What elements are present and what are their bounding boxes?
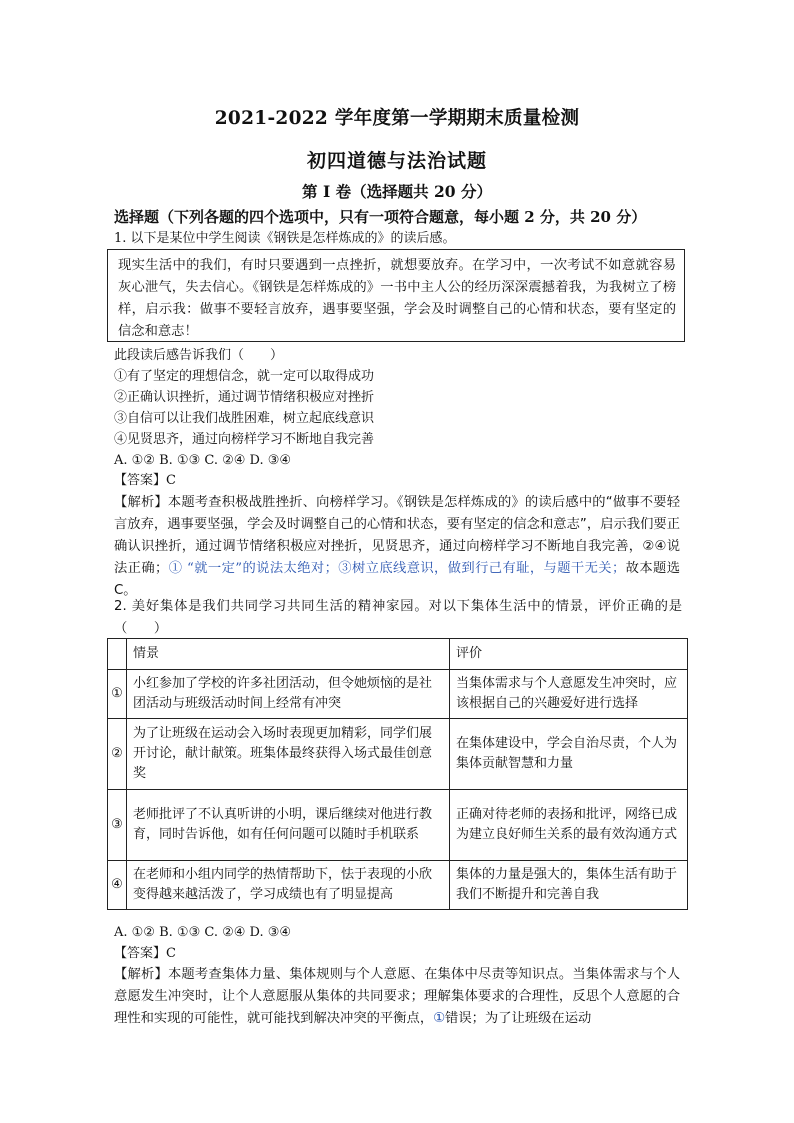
q2-choices: A. ①② B. ①③ C. ②④ D. ③④ (114, 925, 292, 940)
q2-analysis-tag: 【解析】 (114, 967, 168, 982)
q1-choices: A. ①② B. ①③ C. ②④ D. ③④ (114, 453, 292, 468)
q1-answer (114, 471, 176, 491)
row-number: ③ (108, 790, 127, 861)
row-number: ① (108, 670, 127, 719)
row-evaluation: 集体的力量是强大的，集体生活有助于我们不断提升和完善自我 (450, 861, 688, 910)
row-number: ④ (108, 861, 127, 910)
row-evaluation: 当集体需求与个人意愿发生冲突时，应该根据自己的兴趣爱好进行选择 (450, 670, 688, 719)
table-header-num (108, 639, 127, 670)
row-situation: 为了让班级在运动会入场时表现更加精彩，同学们展开讨论，献计献策。班集体最终获得入场式最佳创意奖 (127, 719, 450, 790)
table-row (108, 861, 688, 910)
q1-reading-box (107, 249, 685, 342)
table-row (108, 670, 688, 719)
q1-answer-tag: 【答案】 (114, 473, 167, 488)
table-header-evaluation: 评价 (450, 639, 688, 670)
table-header-situation: 情景 (127, 639, 450, 670)
q1-prompt: 此段读后感告诉我们（ ） (114, 348, 284, 363)
table-row (108, 790, 688, 861)
row-situation: 在老师和小组内同学的热情帮助下，怯于表现的小欣变得越来越活泼了，学习成绩也有了明显提高 (127, 861, 450, 910)
exam-title: 2021-2022 学年度第一学期期末质量检测 (214, 108, 580, 129)
q1-box-text: 现实生活中的我们，有时只要遇到一点挫折，就想要放弃。在学习中，一次考试不如意就容易灰心泄气，失去信心。《钢铁是怎样炼成的》一书中主人公的经历深深震撼着我，为我树立了榜样，启示我：做事不要轻言放弃，遇事要坚强，学会及时调整自己的心情和状态，要有坚定的信念和意志！ (118, 258, 676, 339)
q2-stem (114, 596, 682, 640)
row-number: ② (108, 719, 127, 790)
q1-option-2: ②正确认识挫折，通过调节情绪积极应对挫折 (114, 390, 375, 405)
q1-stem: 1. 以下是某位中学生阅读《钢铁是怎样炼成的》的读后感。 (114, 231, 456, 246)
q1-analysis-main: 本题考查积极战胜挫折、向榜样学习。《钢铁是怎样炼成的》的读后感中的“做事不要轻言放弃，遇事要坚强，学会及时调整自己的心情和状态，要有坚定的信念和意志”，启示我们要正确认识挫折，通过调节情绪积极应对挫折，见贤思齐，通过向榜样学习不断地自我完善，②④说法正确； (114, 495, 680, 576)
q2-analysis-highlight: ① (433, 1011, 446, 1026)
q2-table (107, 638, 688, 910)
volume-title: 第 I 卷（选择题共 20 分） (302, 182, 492, 201)
q1-option-1: ①有了坚定的理想信念，就一定可以取得成功 (114, 369, 375, 384)
row-situation: 老师批评了不认真听讲的小明，课后继续对他进行教育，同时告诉他，如有任何问题可以随时手机联系 (127, 790, 450, 861)
q2-answer-value: C (166, 946, 176, 961)
q1-option-4: ④见贤思齐，通过向榜样学习不断地自我完善 (114, 432, 375, 447)
q2-analysis-main: 本题考查集体力量、集体规则与个人意愿、在集体中尽责等知识点。当集体需求与个人意愿发生冲突时，让个人意愿服从集体的共同要求；理解集体要求的合理性，反思个人意愿的合理性和实现的可能性，就可能找到解决冲突的平衡点， (114, 967, 681, 1026)
section-heading: 选择题（下列各题的四个选项中，只有一项符合题意，每小题 2 分，共 20 分） (114, 208, 647, 226)
q2-analysis (114, 964, 680, 1030)
q1-option-3: ③自信可以让我们战胜困难，树立起底线意识 (114, 411, 375, 426)
table-row (108, 719, 688, 790)
row-situation: 小红参加了学校的许多社团活动，但令她烦恼的是社团活动与班级活动时间上经常有冲突 (127, 670, 450, 719)
row-evaluation: 在集体建设中，学会自治尽责，个人为集体贡献智慧和力量 (450, 719, 688, 790)
q1-analysis-tag: 【解析】 (114, 495, 168, 510)
q2-answer-tag: 【答案】 (114, 946, 167, 961)
q2-answer (114, 944, 176, 964)
q2-analysis-end: 错误；为了让班级在运动 (445, 1011, 592, 1026)
table-header-row (108, 639, 688, 670)
q1-analysis-highlight: ① “就一定”的说法太绝对；③树立底线意识，做到行己有耻，与题干无关； (168, 561, 626, 576)
q1-answer-value: C (166, 473, 176, 488)
q2-stem-text: 2. 美好集体是我们共同学习共同生活的精神家园。对以下集体生活中的情景，评价正确的是（ ） (114, 599, 682, 636)
row-evaluation: 正确对待老师的表扬和批评，网络已成为建立良好师生关系的最有效沟通方式 (450, 790, 688, 861)
q1-analysis (114, 492, 680, 602)
q1-analysis-end: 故本题选 C。 (114, 561, 681, 598)
subject-title: 初四道德与法治试题 (306, 150, 487, 172)
